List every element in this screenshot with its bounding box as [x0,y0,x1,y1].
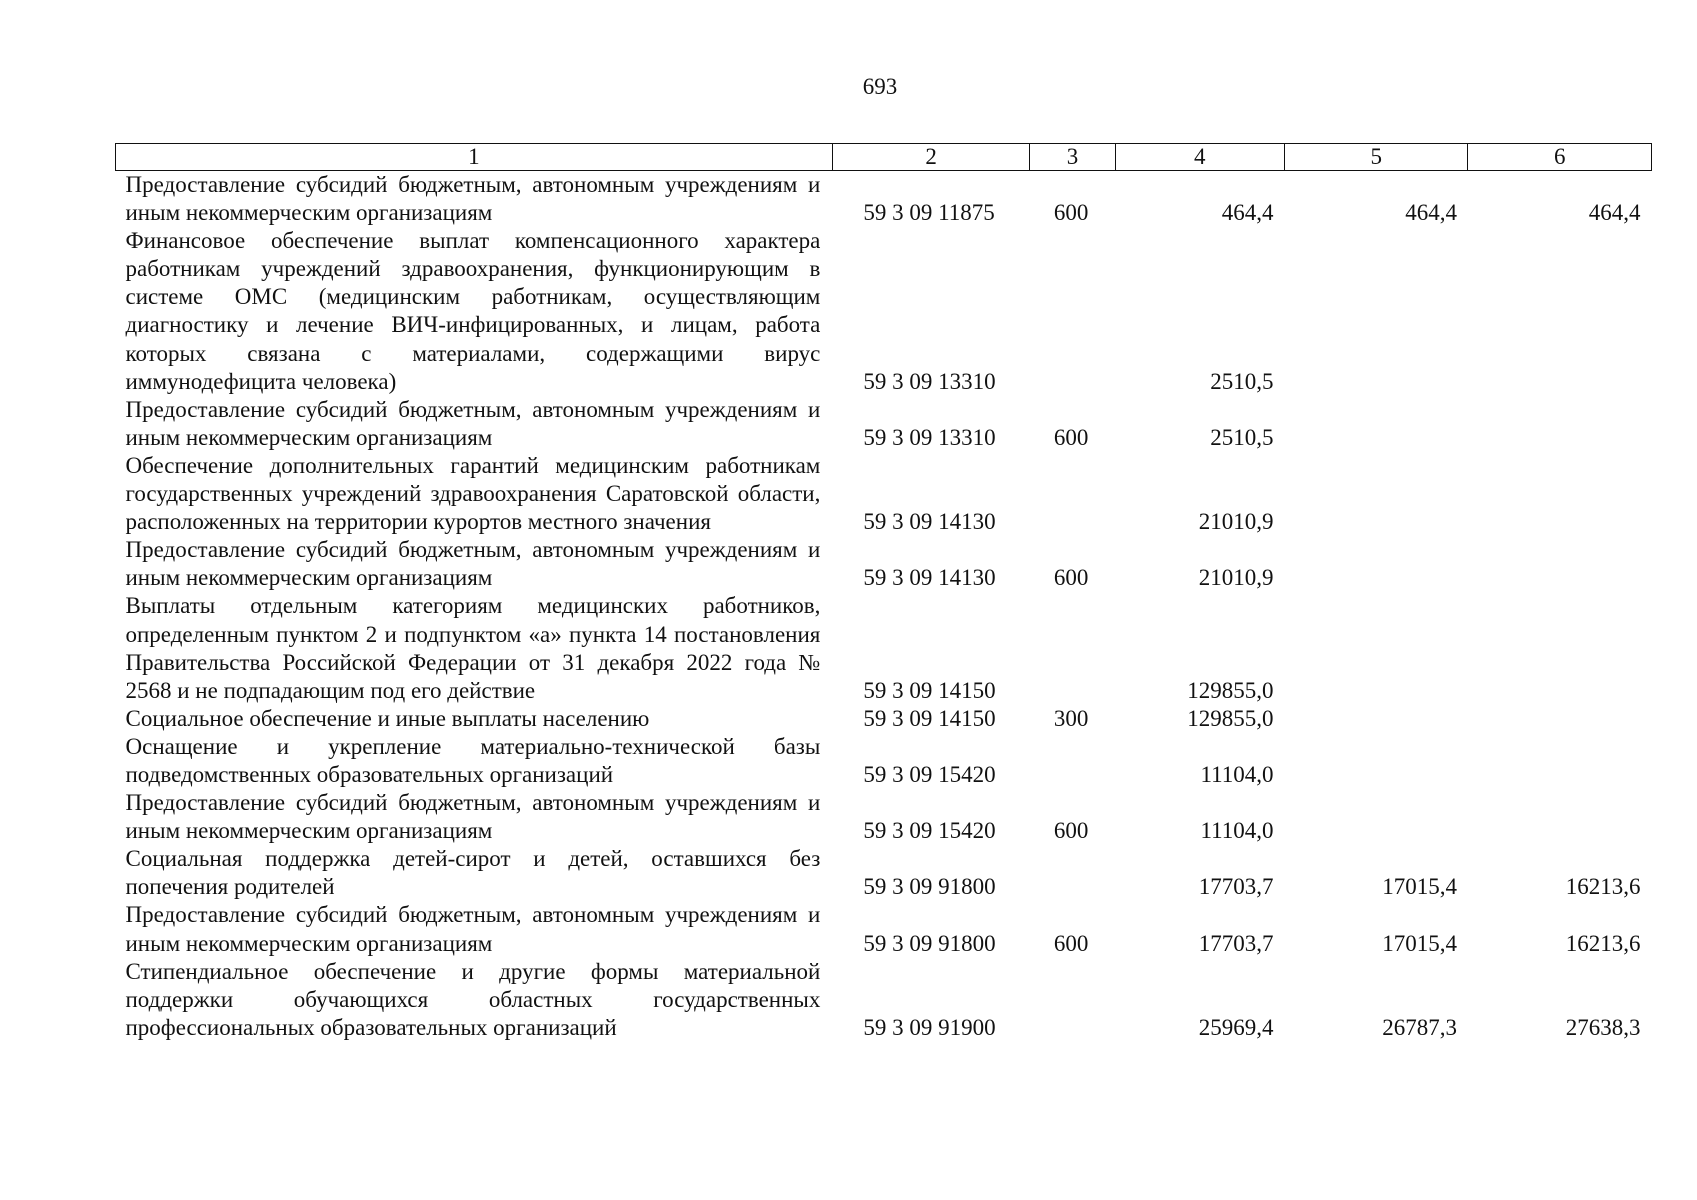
column-header-3: 3 [1030,144,1115,171]
row-name: Стипендиальное обеспечение и другие формы материальной поддержки обучающихся областных государственных профессиональных образовательных организаций [125,958,821,1040]
row-value-6: 464,4 [1588,200,1641,226]
row-value-6: 16213,6 [1565,874,1641,900]
row-name: Социальная поддержка детей-сирот и детей, оставшихся без попечения родителей [125,846,821,900]
row-name: Предоставление субсидий бюджетным, автономным учреждениям и иным некоммерческим организациям [125,902,821,956]
column-header-1: 1 [116,144,833,171]
row-target-code: 59 3 09 91800 [863,930,996,956]
row-name: Выплаты отдельным категориям медицинских работников, определенным пунктом 2 и подпунктом «а» пункта 14 постановления Правительства Российской Федерации от 31 декабря 2022 года № 2568 и не подпадающим под его действие [125,593,821,703]
row-value-5 [1285,396,1468,452]
row-expense-type: 600 [1053,200,1089,226]
row-value-5 [1285,733,1468,789]
row-expense-type [1030,958,1115,1042]
table-row [116,396,1652,452]
column-header-2: 2 [832,144,1030,171]
row-value-4: 11104,0 [1200,761,1274,787]
row-value-6 [1468,789,1652,845]
row-value-4: 17703,7 [1198,930,1274,956]
row-value-6 [1468,733,1652,789]
row-target-code: 59 3 09 15420 [863,761,996,787]
row-name: Финансовое обеспечение выплат компенсационного характера работникам учреждений здравоохранения, функционирующим в системе ОМС (медицинским работникам, осуществляющим диагностику и лечение ВИЧ-инфицированных, и лицам, работа которых связана с материалами, содержащими вирус иммунодефицита человека) [125,228,821,394]
row-expense-type: 600 [1053,565,1089,591]
table-row [116,901,1652,957]
row-expense-type: 300 [1053,705,1089,731]
row-target-code: 59 3 09 14150 [863,677,996,703]
row-value-5 [1285,705,1468,733]
page-number: 693 [862,74,898,99]
row-name: Предоставление субсидий бюджетным, автономным учреждениям и иным некоммерческим организациям [125,396,821,450]
table-row [116,227,1652,396]
row-value-6 [1468,227,1652,396]
row-value-5: 17015,4 [1382,930,1457,956]
row-target-code: 59 3 09 14150 [863,705,996,731]
row-value-4: 21010,9 [1198,509,1274,535]
row-value-4: 11104,0 [1200,818,1274,844]
row-value-4: 2510,5 [1210,424,1274,450]
table-header [116,144,1652,171]
row-target-code: 59 3 09 13310 [863,368,996,394]
row-target-code: 59 3 09 14130 [863,509,996,535]
column-header-5: 5 [1285,144,1468,171]
table-row [116,452,1652,536]
row-value-5 [1285,452,1468,536]
row-value-4: 17703,7 [1198,874,1274,900]
table-row [116,845,1652,901]
row-expense-type: 600 [1053,930,1089,956]
row-target-code: 59 3 09 13310 [863,424,996,450]
row-value-5 [1285,789,1468,845]
row-value-6 [1468,536,1652,592]
table-row [116,171,1652,228]
row-value-6: 27638,3 [1565,1014,1641,1040]
table-row [116,705,1652,733]
budget-table [115,143,1652,1042]
row-target-code: 59 3 09 11875 [863,200,995,226]
row-name: Предоставление субсидий бюджетным, автономным учреждениям и иным некоммерческим организациям [125,537,821,591]
table-row [116,958,1652,1042]
row-value-4: 129855,0 [1187,677,1274,703]
row-expense-type [1030,592,1115,704]
row-value-5: 17015,4 [1382,874,1457,900]
row-value-4: 464,4 [1221,200,1274,226]
row-value-5 [1285,536,1468,592]
row-value-6 [1468,396,1652,452]
row-value-4: 25969,4 [1198,1014,1274,1040]
row-target-code: 59 3 09 15420 [863,818,996,844]
row-value-5: 26787,3 [1382,1014,1457,1040]
row-expense-type [1030,845,1115,901]
row-target-code: 59 3 09 14130 [863,565,996,591]
row-expense-type: 600 [1053,818,1089,844]
row-target-code: 59 3 09 91900 [863,1014,996,1040]
column-header-6: 6 [1468,144,1652,171]
header-row [116,144,1652,171]
table-body [116,171,1652,1042]
row-value-4: 2510,5 [1210,368,1274,394]
row-value-4: 21010,9 [1198,565,1274,591]
row-expense-type: 600 [1053,424,1089,450]
table-row [116,592,1652,704]
row-target-code: 59 3 09 91800 [863,874,996,900]
row-value-4: 129855,0 [1187,705,1274,731]
row-value-6: 16213,6 [1565,930,1641,956]
row-value-6 [1468,705,1652,733]
row-expense-type [1030,452,1115,536]
row-name: Оснащение и укрепление материально-технической базы подведомственных образовательных организаций [125,733,821,787]
table-row [116,789,1652,845]
row-expense-type [1030,733,1115,789]
table-row [116,536,1652,592]
column-header-4: 4 [1115,144,1284,171]
row-value-5: 464,4 [1405,200,1457,226]
row-name: Обеспечение дополнительных гарантий медицинским работникам государственных учреждений здравоохранения Саратовской области, расположенных на территории курортов местного значения [125,452,821,535]
row-name: Предоставление субсидий бюджетным, автономным учреждениям и иным некоммерческим организациям [125,172,821,226]
row-value-5 [1285,592,1468,704]
row-expense-type [1030,227,1115,396]
row-value-6 [1468,452,1652,536]
row-name: Социальное обеспечение и иные выплаты населению [125,705,650,731]
table-row [116,733,1652,789]
row-value-5 [1285,227,1468,396]
row-value-6 [1468,592,1652,704]
row-name: Предоставление субсидий бюджетным, автономным учреждениям и иным некоммерческим организациям [125,790,821,844]
